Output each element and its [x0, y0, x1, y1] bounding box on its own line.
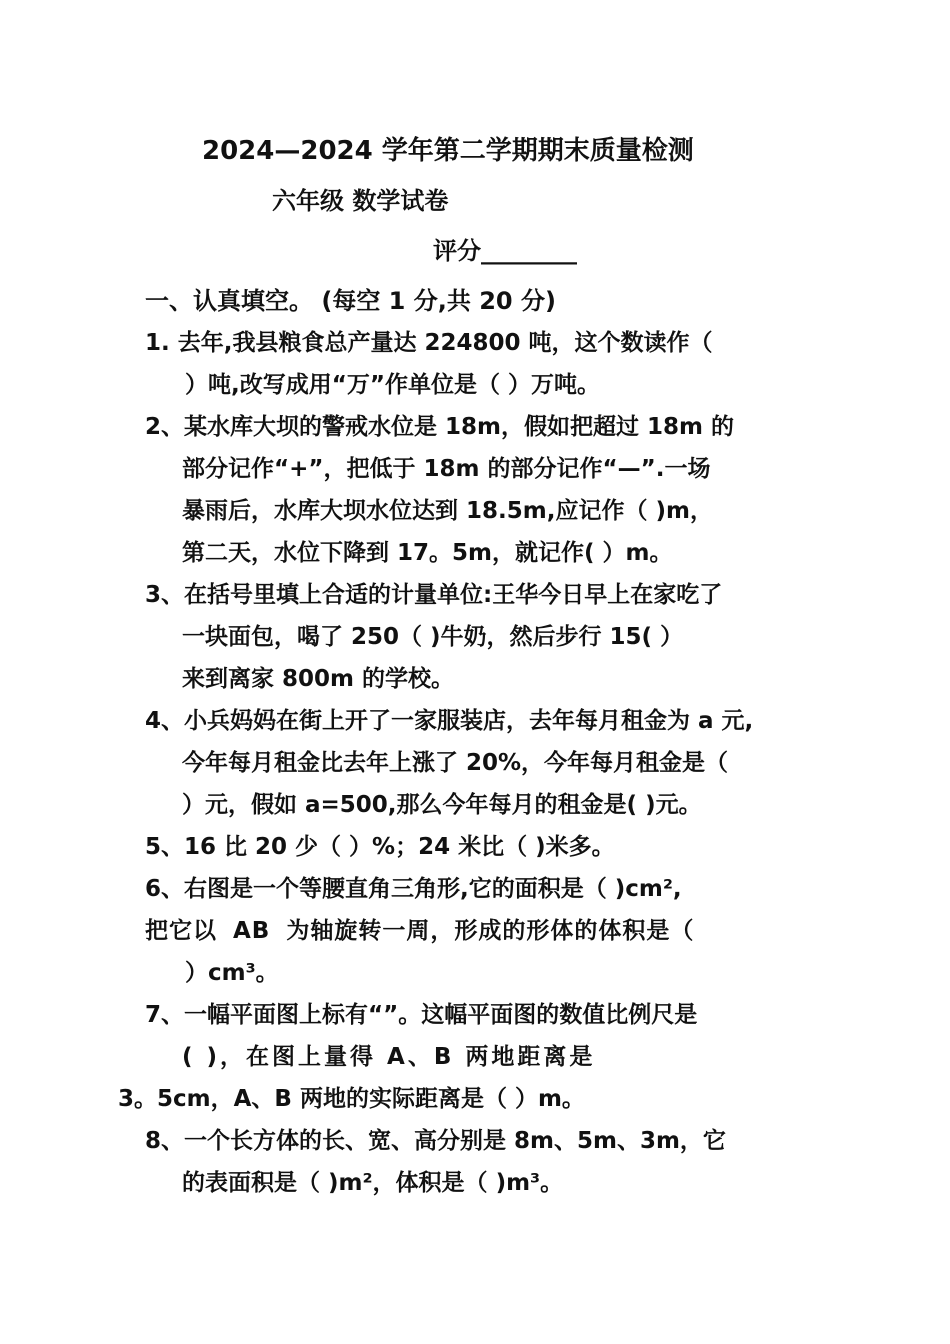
- section-heading: 一、认真填空。 (每空 1 分,共 20 分): [145, 287, 556, 315]
- question-line: 4、小兵妈妈在街上开了一家服装店，去年每月租金为 a 元,: [145, 708, 754, 734]
- question-line: 第二天，水位下降到 17。5m，就记作( ）m。: [182, 540, 673, 566]
- question-line: 5、16 比 20 少（ ）%；24 米比（ )米多。: [145, 834, 615, 860]
- page-subtitle: 六年级 数学试卷: [272, 187, 449, 215]
- question-line: 来到离家 800m 的学校。: [182, 666, 454, 692]
- question-line: 一块面包，喝了 250（ )牛奶，然后步行 15( ）: [182, 624, 684, 650]
- page-title: 2024—2024 学年第二学期期末质量检测: [202, 136, 694, 166]
- question-line: 今年每月租金比去年上涨了 20%，今年每月租金是（: [182, 750, 729, 776]
- question-line: 把它以 AB 为轴旋转一周，形成的形体的体积是（: [145, 918, 695, 944]
- score-label: 评分________: [433, 237, 577, 265]
- question-line: 部分记作“+”，把低于 18m 的部分记作“—”.一场: [182, 456, 711, 482]
- question-line: 3、在括号里填上合适的计量单位:王华今日早上在家吃了: [145, 582, 723, 608]
- question-line: 8、一个长方体的长、宽、高分别是 8m、5m、3m，它: [145, 1128, 726, 1154]
- question-line: 暴雨后，水库大坝水位达到 18.5m,应记作（ )m，: [182, 498, 713, 524]
- question-line: 1. 去年,我县粮食总产量达 224800 吨，这个数读作（: [145, 330, 713, 356]
- question-line: ）元，假如 a=500,那么今年每月的租金是( )元。: [182, 792, 702, 818]
- question-line: 2、某水库大坝的警戒水位是 18m，假如把超过 18m 的: [145, 414, 734, 440]
- question-line: 7、一幅平面图上标有“”。这幅平面图的数值比例尺是: [145, 1002, 698, 1028]
- question-line: ）cm³。: [185, 960, 279, 986]
- question-line: 3。5cm，A、B 两地的实际距离是（ ）m。: [118, 1086, 585, 1112]
- question-line: ( )，在图上量得 A、B 两地距离是: [182, 1044, 596, 1070]
- question-line: 6、右图是一个等腰直角三角形,它的面积是（ )cm²,: [145, 876, 682, 902]
- question-line: ）吨,改写成用“万”作单位是（ ）万吨。: [185, 372, 600, 398]
- question-line: 的表面积是（ )m²，体积是（ )m³。: [182, 1170, 564, 1196]
